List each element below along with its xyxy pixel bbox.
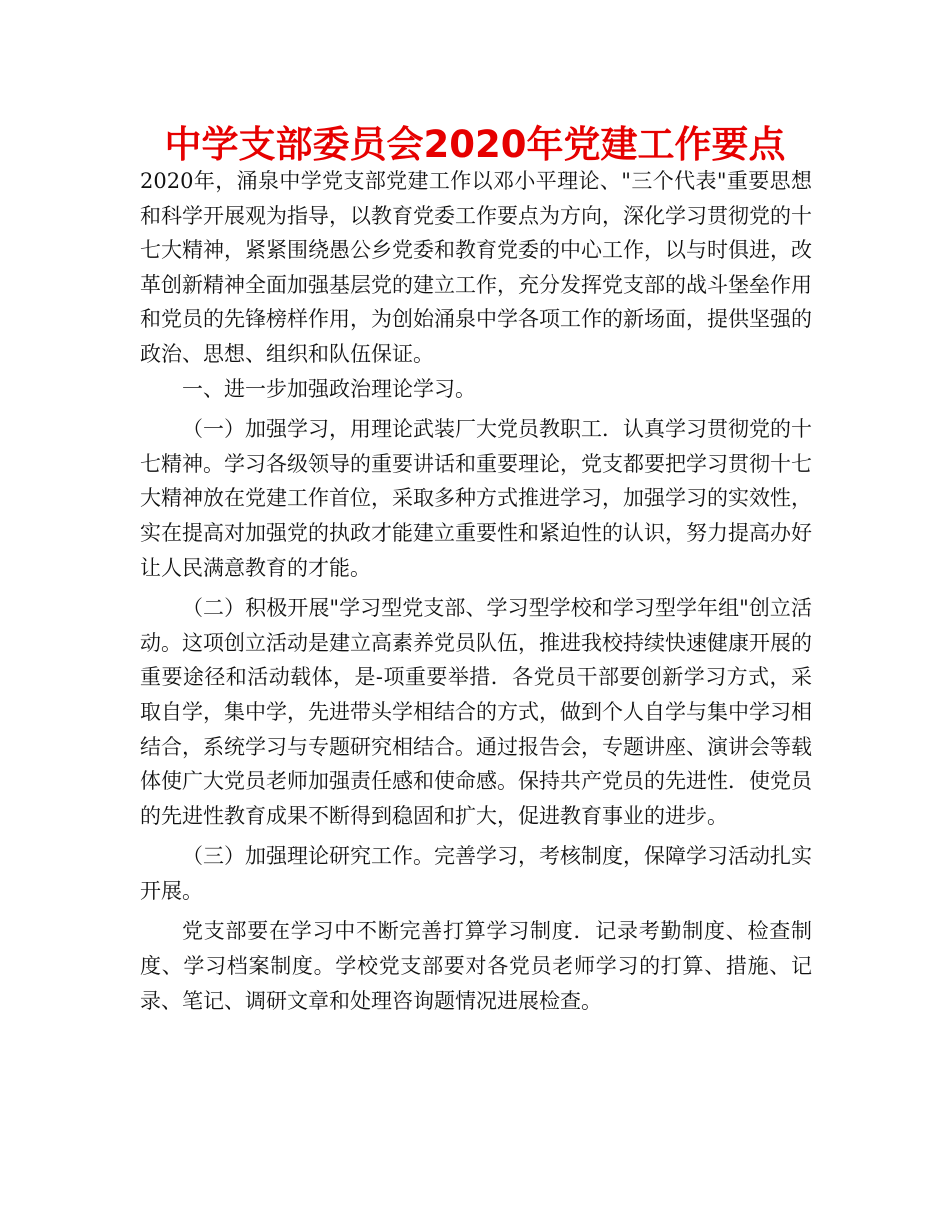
document-body — [140, 164, 812, 1018]
subsection-paragraph-3: （三）加强理论研究工作。完善学习，考核制度，保障学习活动扎实开展。 — [140, 844, 812, 903]
subsection-paragraph-1: （一）加强学习，用理论武装厂大党员教职工．认真学习贯彻党的十七精神。学习各级领导的重要讲话和重要理论，党支都要把学习贯彻十七大精神放在党建工作首位，采取多种方式推进学习，加强学习的实效性，实在提高对加强党的执政才能建立重要性和紧迫性的认识，努力提高办好让人民满意教育的才能。 — [140, 417, 812, 580]
section-heading-1: 一、进一步加强政治理论学习。 — [182, 376, 476, 401]
intro-paragraph: 2020年，涌泉中学党支部党建工作以邓小平理论、"三个代表"重要思想和科学开展观为指导，以教育党委工作要点为方向，深化学习贯彻党的十七大精神，紧紧围绕愚公乡党委和教育党委的中心工作，以与时俱进，改革创新精神全面加强基层党的建立工作，充分发挥党支部的战斗堡垒作用和党员的先锋榜样作用，为创始涌泉中学各项工作的新场面，提供坚强的政治、思想、组织和队伍保证。 — [140, 169, 812, 366]
document-title: 中学支部委员会2020年党建工作要点 — [164, 123, 786, 166]
subsection-paragraph-2: （二）积极开展"学习型党支部、学习型学校和学习型学年组"创立活动。这项创立活动是建立高素养党员队伍，推进我校持续快速健康开展的重要途径和活动载体，是-项重要举措．各党员干部要创新学习方式，采取自学，集中学，先进带头学相结合的方式，做到个人自学与集中学习相结合，系统学习与专题研究相结合。通过报告会，专题讲座、演讲会等载体使广大党员老师加强责任感和使命感。保持共产党员的先进性．使党员的先进性教育成果不断得到稳固和扩大，促进教育事业的进步。 — [140, 596, 812, 828]
closing-paragraph: 党支部要在学习中不断完善打算学习制度．记录考勤制度、检查制度、学习档案制度。学校党支部要对各党员老师学习的打算、措施、记录、笔记、调研文章和处理咨询题情况进展检查。 — [140, 919, 812, 1013]
